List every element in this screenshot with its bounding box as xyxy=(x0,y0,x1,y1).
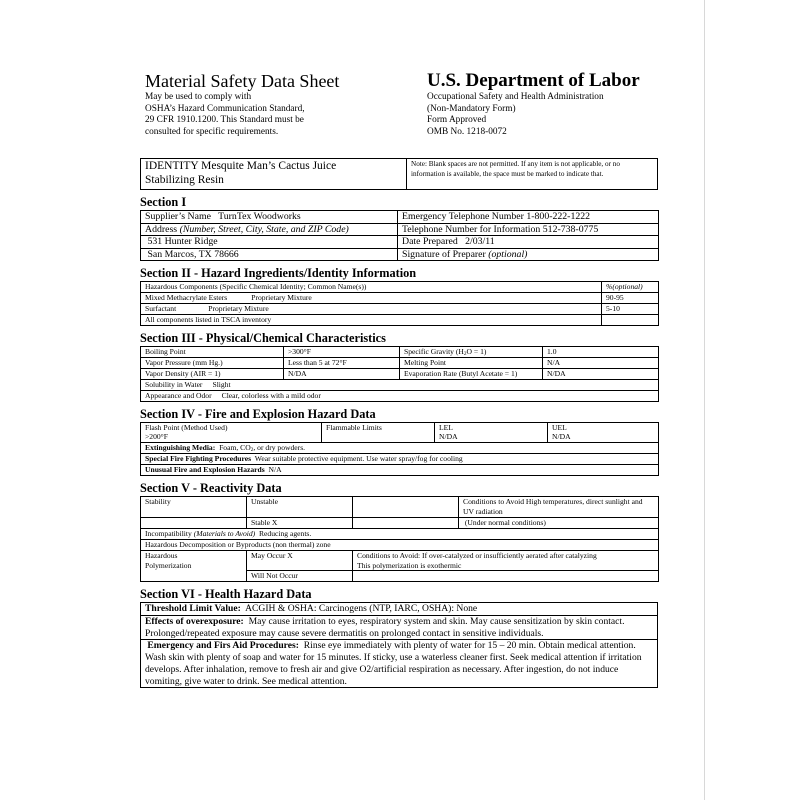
vapor-pressure-label: Vapor Pressure (mm Hg.) xyxy=(141,357,284,368)
solubility-cell xyxy=(141,379,659,390)
components-header: Hazardous Components (Specific Chemical Identity; Common Name(s)) xyxy=(141,282,602,293)
effects-label: Effects of overexposure: xyxy=(145,616,244,628)
solubility-label: Solubility in Water xyxy=(145,379,203,389)
appearance-label: Appearance and Odor xyxy=(145,390,212,400)
address-hint: (Number, Street, City, State, and ZIP Code) xyxy=(179,223,349,235)
stability-conditions: Conditions to Avoid High temperatures, direct sunlight and UV radiation xyxy=(459,497,659,518)
extinguishing-sub: 2 xyxy=(250,447,254,454)
identity-note: Note: Blank spaces are not permitted. If any item is not applicable, or no information is available, the space must be marked to indicate that. xyxy=(411,160,620,178)
identity-box xyxy=(140,158,658,190)
signature-label: Signature of Preparer xyxy=(402,248,486,260)
header-left-line: consulted for specific requirements. xyxy=(145,126,279,137)
signature-cell xyxy=(398,248,659,261)
city-cell xyxy=(141,248,398,261)
solubility-value: Slight xyxy=(212,379,231,389)
uel-label: UEL xyxy=(552,422,567,432)
msds-document xyxy=(140,68,658,688)
header-right-line: Occupational Safety and Health Administration xyxy=(427,92,604,102)
flammable-limits-label: Flammable Limits xyxy=(322,422,435,443)
special-procedures-label: Special Fire Fighting Procedures xyxy=(145,454,252,464)
component-cell xyxy=(141,304,602,315)
section-5-table xyxy=(140,496,659,582)
flash-point-cell xyxy=(141,422,322,443)
unusual-hazards-value: N/A xyxy=(268,465,282,475)
tlv-cell xyxy=(141,603,658,616)
component-percent: 5-10 xyxy=(602,304,659,315)
date-value: 2/03/11 xyxy=(465,236,495,248)
vapor-density-value: N/DA xyxy=(284,368,400,379)
empty-cell xyxy=(353,497,459,518)
section-1-title: Section I xyxy=(140,195,187,209)
polymerization-label-2: Polymerization xyxy=(145,560,192,570)
evaporation-rate-label: Evaporation Rate (Butyl Acetate = 1) xyxy=(400,368,543,379)
unstable-label: Unstable xyxy=(247,497,353,518)
section-1-table xyxy=(140,210,659,261)
effects-value: May cause irritation to eyes, respiratory system and skin. May cause sensitization by skin contact. Prolonged/repeated exposure may cause severe dermatitis on prolonged contact in sensitive individuals. xyxy=(145,616,625,639)
tlv-value: ACGIH & OSHA: Carcinogens (NTP, IARC, OSHA): None xyxy=(245,603,478,615)
header-left-line: OSHA’s Hazard Communication Standard, xyxy=(145,103,305,114)
unusual-hazards-cell xyxy=(141,465,659,476)
street-value: 531 Hunter Ridge xyxy=(147,236,218,248)
percent-header: %(optional) xyxy=(602,282,659,293)
polymerization-label-cell xyxy=(141,550,247,582)
date-cell xyxy=(398,236,659,249)
document-header xyxy=(140,68,658,146)
header-left xyxy=(145,70,395,138)
date-label: Date Prepared xyxy=(402,236,458,248)
header-right xyxy=(427,70,667,138)
product-name-line2: Stabilizing Resin xyxy=(145,174,224,186)
melting-point-label: Melting Point xyxy=(400,357,543,368)
incompatibility-label: Incompatibility xyxy=(145,528,192,538)
incompatibility-cell xyxy=(141,528,659,539)
first-aid-cell xyxy=(141,640,658,688)
header-left-line: 29 CFR 1910.1200. This Standard must be xyxy=(145,115,304,126)
uel-value: N/DA xyxy=(552,432,571,442)
effects-cell xyxy=(141,616,658,640)
specific-gravity-value: 1.0 xyxy=(543,347,659,358)
component-identity: Proprietary Mixture xyxy=(208,304,269,314)
specific-gravity-label xyxy=(400,347,543,358)
vapor-pressure-value: Less than 5 at 72°F xyxy=(284,357,400,368)
will-not-occur: Will Not Occur xyxy=(247,571,353,582)
empty-cell xyxy=(353,571,659,582)
component-identity: Proprietary Mixture xyxy=(251,293,312,303)
city-value: San Marcos, TX 78666 xyxy=(147,248,239,260)
component-name: Surfactant xyxy=(145,304,177,314)
component-cell xyxy=(141,293,602,304)
sg-label-text: Specific Gravity (H xyxy=(404,347,464,356)
section-4-title: Section IV - Fire and Explosion Hazard Data xyxy=(140,406,376,421)
unusual-hazards-label: Unusual Fire and Explosion Hazards xyxy=(145,465,265,475)
stable-label: Stable X xyxy=(247,517,353,528)
lel-value: N/DA xyxy=(439,432,458,442)
product-name: Mesquite Man’s Cactus Juice xyxy=(201,160,337,172)
section-3-title: Section III - Physical/Chemical Characteristics xyxy=(140,331,386,345)
section-6-title: Section VI - Health Hazard Data xyxy=(140,587,312,602)
evaporation-rate-value: N/DA xyxy=(543,368,659,379)
address-label: Address xyxy=(145,223,178,235)
special-procedures-value: Wear suitable protective equipment. Use water spray/fog for cooling xyxy=(254,454,463,464)
identity-field xyxy=(141,159,407,189)
tsca-note: All components listed in TSCA inventory xyxy=(141,315,602,326)
signature-hint: (optional) xyxy=(488,248,528,260)
empty-cell xyxy=(602,315,659,326)
extinguishing-cell xyxy=(141,443,659,454)
header-right-line: (Non-Mandatory Form) xyxy=(427,103,516,114)
supplier-cell xyxy=(141,211,398,224)
section-5-title: Section V - Reactivity Data xyxy=(140,481,282,496)
emergency-phone: Emergency Telephone Number 1-800-222-1222 xyxy=(398,211,659,224)
section-2-table xyxy=(140,281,659,326)
incompatibility-value: Reducing agents. xyxy=(258,528,312,538)
appearance-cell xyxy=(141,390,659,401)
conditions-note-text: (Under normal conditions) xyxy=(464,517,546,527)
boiling-label: Boiling Point xyxy=(141,347,284,358)
polymerization-conditions-2: This polymerization is exothermic xyxy=(357,560,462,570)
stability-conditions-note xyxy=(459,517,659,528)
identity-label: IDENTITY xyxy=(145,160,199,172)
incompatibility-hint: (Materials to Avoid) xyxy=(193,528,256,538)
melting-point-value: N/A xyxy=(543,357,659,368)
special-procedures-cell xyxy=(141,454,659,465)
empty-cell xyxy=(141,517,247,528)
appearance-value: Clear, colorless with a mild odor xyxy=(221,390,321,400)
boiling-value: >300°F xyxy=(284,347,400,358)
document-title: Material Safety Data Sheet xyxy=(145,71,340,91)
decomposition-cell: Hazardous Decomposition or Byproducts (non thermal) zone xyxy=(141,539,659,550)
section-4-table xyxy=(140,422,659,477)
supplier-value: TurnTex Woodworks xyxy=(218,211,301,222)
extinguishing-value: Foam, CO xyxy=(219,443,251,453)
empty-cell xyxy=(353,517,459,528)
uel-cell xyxy=(548,422,659,443)
section-2-title: Section II - Hazard Ingredients/Identity Information xyxy=(140,266,417,281)
info-phone: Telephone Number for Information 512-738-0775 xyxy=(398,223,659,236)
header-right-line: Form Approved xyxy=(427,115,487,126)
supplier-label: Supplier’s Name xyxy=(145,211,211,222)
sg-label-sub: 2 xyxy=(463,351,467,357)
may-occur: May Occur X xyxy=(247,550,353,571)
lel-cell xyxy=(435,422,548,443)
table-row xyxy=(141,304,659,315)
lel-label: LEL xyxy=(439,422,453,432)
component-name: Mixed Methacrylate Esters xyxy=(145,293,228,303)
header-left-line: May be used to comply with xyxy=(145,92,252,102)
extinguishing-value-end: , or dry powders. xyxy=(253,443,306,453)
first-aid-value: Rinse eye immediately with plenty of water for 15 – 20 min. Obtain medical attention. Wash skin with plenty of soap and water for 15 minutes. If sticky, use a waterless cleaner first. Seek medical attention if irritation develops. After inhalation, remove to fresh air and give O2/artificial respiration as necessary. After ingestion, do not induce vomiting, give water to drink. See medical attention. xyxy=(145,640,642,687)
tlv-label: Threshold Limit Value: xyxy=(145,603,241,615)
sg-label-text: O = 1) xyxy=(466,347,487,356)
street-cell xyxy=(141,236,398,249)
stability-label: Stability xyxy=(141,497,247,518)
header-right-line: OMB No. 1218-0072 xyxy=(427,126,507,137)
agency-title: U.S. Department of Labor xyxy=(427,70,640,91)
flash-point-value: >200°F xyxy=(145,432,168,442)
section-6-table xyxy=(140,602,658,688)
flash-point-label: Flash Point (Method Used) xyxy=(145,422,228,432)
table-row xyxy=(141,293,659,304)
polymerization-label: Hazardous xyxy=(145,550,178,560)
section-3-table xyxy=(140,346,659,402)
address-cell xyxy=(141,223,398,236)
polymerization-conditions-1: Conditions to Avoid: If over-catalyzed or insufficiently aerated after catalyzing xyxy=(357,550,597,560)
component-percent: 90-95 xyxy=(602,293,659,304)
extinguishing-label: Extinguishing Media: xyxy=(145,443,216,453)
first-aid-label: Emergency and Firs Aid Procedures: xyxy=(147,640,299,652)
vapor-density-label: Vapor Density (AIR = 1) xyxy=(141,368,284,379)
polymerization-conditions xyxy=(353,550,659,571)
